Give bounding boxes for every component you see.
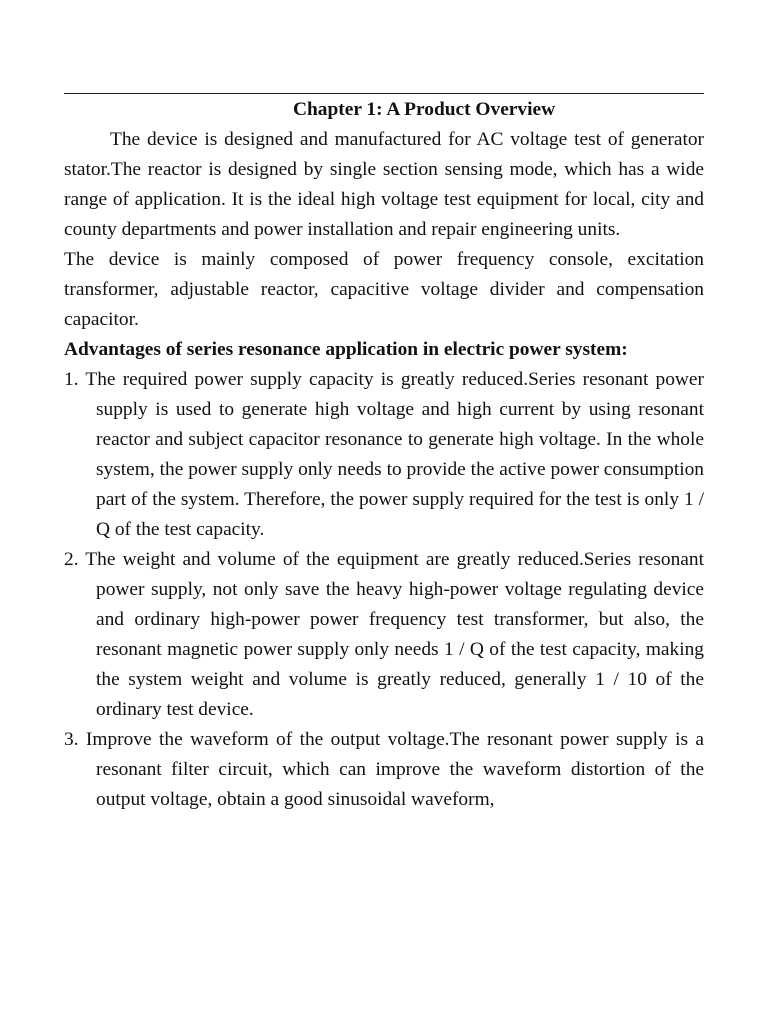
advantage-item-3: 3. Improve the waveform of the output voltage.The resonant power supply is a resonant filter circuit, which can improve the waveform distortion of the output voltage, obtain a good sinusoidal waveform, bbox=[64, 729, 704, 810]
advantages-list bbox=[64, 365, 704, 815]
advantages-heading: Advantages of series resonance application in electric power system: bbox=[64, 339, 628, 360]
page-content bbox=[64, 95, 704, 815]
composition-paragraph: The device is mainly composed of power frequency console, excitation transformer, adjustable reactor, capacitive voltage divider and compensation capacitor. bbox=[64, 249, 704, 330]
top-rule bbox=[64, 93, 704, 94]
advantage-item-1: 1. The required power supply capacity is greatly reduced.Series resonant power supply is used to generate high voltage and high current by using resonant reactor and subject capacitor resonance to generate high voltage. In the whole system, the power supply only needs to provide the active power consumption part of the system. Therefore, the power supply required for the test is only 1 / Q of the test capacity. bbox=[64, 369, 704, 540]
document-page bbox=[64, 0, 704, 1024]
intro-paragraph: The device is designed and manufactured for AC voltage test of generator stator.The reactor is designed by single section sensing mode, which has a wide range of application. It is the ideal high voltage test equipment for local, city and county departments and power installation and repair engineering units. bbox=[64, 129, 704, 240]
chapter-title: Chapter 1: A Product Overview bbox=[293, 99, 556, 120]
advantage-item-2: 2. The weight and volume of the equipment are greatly reduced.Series resonant power supply, not only save the heavy high-power voltage regulating device and ordinary high-power power frequency test transformer, but also, the resonant magnetic power supply only needs 1 / Q of the test capacity, making the system weight and volume is greatly reduced, generally 1 / 10 of the ordinary test device. bbox=[64, 549, 704, 720]
